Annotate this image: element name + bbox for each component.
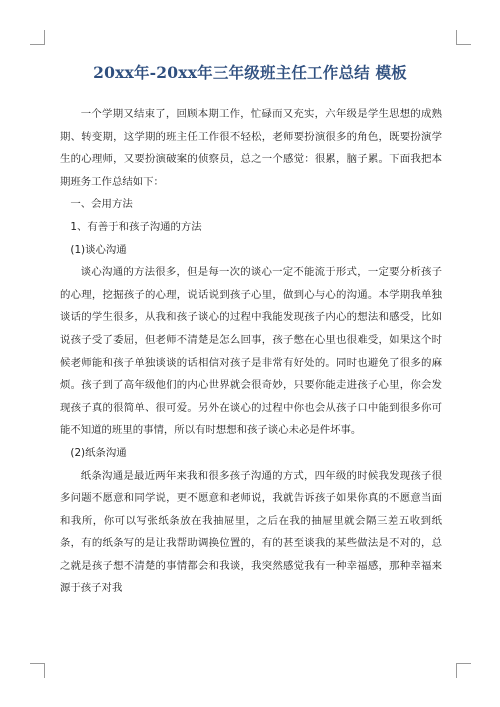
item-heading: (1)谈心沟通 [70,243,127,256]
intro-paragraph: 一个学期又结束了，回顾本期工作，忙碌而又充实，六年级是学生思想的成熟期、转变期，这学期的班主任工作很不轻松，老师要扮演很多的角色，既要扮演学生的心理师，又要扮演破案的侦察员，总之一个感觉：很累，脑子累。下面我把本期班务工作总结如下： [60,108,442,188]
item-heading: (2)纸条沟通 [70,446,127,459]
crop-mark-bottom-left [30,663,45,678]
crop-mark-top-left [30,30,45,45]
document-title: 20xx年-20xx年三年级班主任工作总结 模板 [93,63,407,82]
document-body [60,103,442,600]
section-heading: 一、会用方法 [70,198,133,211]
crop-mark-top-right [456,30,471,45]
crop-mark-bottom-right [456,663,471,678]
item-paragraph: 谈心沟通的方法很多，但是每一次的谈心一定不能流于形式，一定要分析孩子的心理，挖掘孩子的心理，说话说到孩子心里，做到心与心的沟通。本学期我单独谈话的学生很多，从我和孩子谈心的过程中我能发现孩子内心的想法和感受，比如说孩子受了委屈，但老师不清楚是怎么回事，孩子憋在心里也很难受，如果这个时候老师能和孩子单独谈谈的话相信对孩子是非常有好处的。同时也避免了很多的麻烦。孩子到了高年级他们的内心世界就会很奇妙，只要你能走进孩子心里，你会发现孩子真的很简单、很可爱。另外在谈心的过程中你也会从孩子口中能到很多你可能不知道的班里的事情，所以有时想想和孩子谈心未必是件坏事。 [60,266,442,437]
subsection-heading: 1、有善于和孩子沟通的方法 [70,220,202,233]
item-paragraph: 纸条沟通是最近两年来我和很多孩子沟通的方式，四年级的时候我发现孩子很多问题不愿意和同学说，更不愿意和老师说，我就告诉孩子如果你真的不愿意当面和我所，你可以写张纸条放在我抽屉里，之后在我的抽屉里就会隔三差五收到纸条，有的纸条写的是让我帮助调换位置的，有的甚至谈我的某些做法是不对的，总之就是孩子想不清楚的事情都会和我谈，我突然感觉我有一种幸福感，那种幸福来源于孩子对我 [60,469,442,595]
